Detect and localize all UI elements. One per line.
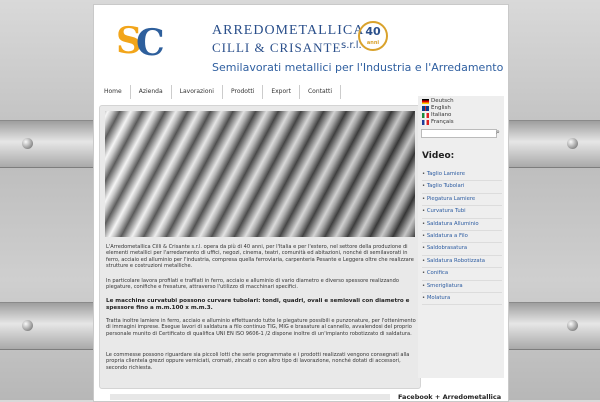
orders-paragraph: Le commesse possono riguardare sia piccoli lotti che serie programmate e i prodotti realizzati vengono consegnati alla propria clientela grezzi oppure verniciati, cromati, zincati o con altro tipo di lavorazione, nonché dotati di accessori, secondo richiesta. — [106, 352, 410, 371]
video-link[interactable]: • Taglio Tubolari — [422, 181, 502, 193]
bolt-decoration — [22, 138, 33, 149]
nav-item-contatti[interactable]: Contatti — [300, 85, 341, 99]
site-tagline: Semilavorati metallici per l'Industria e l'Arredamento — [212, 61, 504, 74]
company-name: ARREDOMETALLICA — [212, 23, 365, 38]
video-link[interactable]: • Saldobrasatura — [422, 243, 502, 255]
hero-image-metal-tubes — [105, 111, 415, 237]
video-link[interactable]: • Molatura — [422, 293, 502, 305]
site-header — [94, 5, 508, 83]
video-link[interactable]: • Saldatura Robotizzata — [422, 256, 502, 268]
company-logo[interactable]: S C — [116, 20, 165, 64]
video-section-title: Video: — [422, 151, 455, 161]
intro-paragraph: L'Arredometallica Cilli & Crisante s.r.l. opera da più di 40 anni, per l'Italia e per l'estero, nel settore della produzione di elementi metallici per l'arredamento di uffici, negozi, cinema, teatri, comunità ed abitazioni, nonché di semilavorati in ferro, acciaio ed alluminio per l'industria, compresa quella ferroviaria, carpenteria Pesante e Leggera oltre che realizzare strutture e costruzioni metalliche. — [106, 244, 414, 269]
badge-number: 40 — [365, 25, 381, 38]
sidebar — [418, 96, 504, 378]
video-link[interactable]: • Taglio Lamiere — [422, 169, 502, 181]
bolt-decoration — [22, 320, 33, 331]
video-link[interactable]: • Piegatura Lamiere — [422, 194, 502, 206]
welding-paragraph: Tratta inoltre lamiere in ferro, acciaio e alluminio effettuando tutte le piegature possibili e punzonature, per l'ottenimento di immagini imprese. Esegue lavori di saldatura a filo continuo TIG, MIG e brasature al cannello, avvalendosi del proprio personale munito di Certificato di qualifica UNI EN ISO 9606-1 /2 dispone inoltre di un'impianto robotizzato di saldatura. — [106, 318, 416, 337]
bending-highlight: Le macchine curvatubi possono curvare tubolari: tondi, quadri, ovali e semiovali con diametro e spessore fino a m.m.100 x m.m.3. — [106, 298, 410, 311]
language-it[interactable]: Italiano — [422, 112, 451, 118]
facebook-link[interactable]: Facebook + Arredometallica — [398, 393, 502, 401]
german-flag-icon — [422, 99, 429, 104]
video-link[interactable]: • Curvatura Tubi — [422, 206, 502, 218]
footer-strip — [110, 394, 390, 400]
company-name-owners: CILLI & CRISANTE — [212, 40, 342, 55]
italian-flag-icon — [422, 113, 429, 118]
nav-item-prodotti[interactable]: Prodotti — [223, 85, 263, 99]
nav-item-export[interactable]: Export — [263, 85, 300, 99]
video-list — [422, 169, 502, 305]
language-en[interactable]: English — [422, 105, 451, 111]
language-de[interactable]: Deutsch — [422, 98, 454, 104]
search-input[interactable] — [421, 129, 497, 138]
video-link[interactable]: • Saldatura Alluminio — [422, 219, 502, 231]
english-flag-icon — [422, 106, 429, 111]
nav-item-azienda[interactable]: Azienda — [131, 85, 172, 99]
video-link[interactable]: • Smerigliatura — [422, 281, 502, 293]
bolt-decoration — [567, 320, 578, 331]
video-link[interactable]: • Conifica — [422, 268, 502, 280]
anniversary-badge — [358, 21, 388, 51]
french-flag-icon — [422, 120, 429, 125]
content-area — [99, 105, 421, 389]
video-link[interactable]: • Saldatura a Filo — [422, 231, 502, 243]
bolt-decoration — [567, 138, 578, 149]
nav-item-lavorazioni[interactable]: Lavorazioni — [172, 85, 223, 99]
language-fr[interactable]: Français — [422, 119, 454, 125]
company-suffix: s.r.l. — [341, 40, 362, 51]
main-nav — [100, 85, 341, 99]
search-icon[interactable]: ⌕ — [496, 128, 500, 136]
nav-item-home[interactable]: Home — [100, 85, 131, 99]
badge-text: anni — [366, 40, 380, 46]
processing-paragraph: In particolare lavora profilati e trafilati in ferro, acciaio e alluminio di vario diametro e diverso spessore realizzando piegature, conifiche e fresature, attraverso l'utilizzo di macchinari specifici. — [106, 278, 399, 291]
